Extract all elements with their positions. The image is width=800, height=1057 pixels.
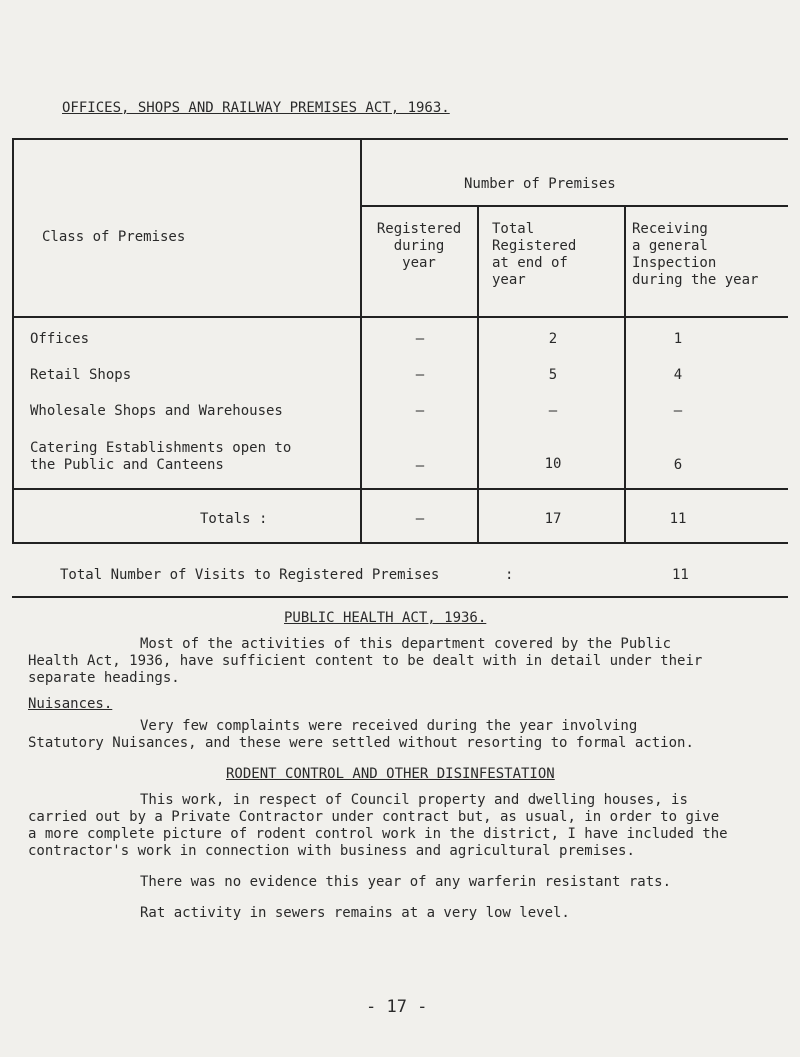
class-of-premises-header: Class of Premises	[42, 229, 186, 245]
table-left-border	[12, 138, 14, 544]
table-cell-inspection: 4	[673, 367, 683, 383]
table-top-border	[12, 138, 788, 140]
totals-label: Totals :	[200, 511, 268, 527]
public-health-heading: PUBLIC HEALTH ACT, 1936.	[284, 610, 487, 626]
registered-during-year-header: Registered during year	[376, 221, 462, 271]
table-row-label-line2: the Public and Canteens	[30, 457, 224, 473]
table-cell-total: 10	[544, 456, 562, 472]
section-divider	[12, 596, 788, 598]
body-bottom-border	[12, 488, 788, 490]
table-row-label: Wholesale Shops and Warehouses	[30, 403, 283, 419]
table-cell-inspection: 1	[673, 331, 683, 347]
rc-para1-line4: contractor's work in connection with business and agricultural premises.	[28, 843, 635, 859]
ph-para1-line1: Most of the activities of this department covered by the Public	[140, 636, 672, 652]
ph-para2-line1: Very few complaints were received during the year involving	[140, 718, 638, 734]
table-cell-registered: –	[415, 331, 425, 347]
table-cell-inspection: 6	[673, 457, 683, 473]
ph-para1-line2: Health Act, 1936, have sufficient content to be dealt with in detail under their	[28, 653, 703, 669]
table-cell-registered: –	[415, 367, 425, 383]
table-cell-registered: –	[415, 458, 425, 474]
total-column-divider	[624, 205, 626, 544]
table-cell-registered: –	[415, 403, 425, 419]
class-column-divider	[360, 138, 362, 544]
ph-para1-line3: separate headings.	[28, 670, 180, 686]
general-inspection-header: Receiving a general Inspection during the year	[632, 221, 759, 288]
totals-registered: –	[415, 511, 425, 527]
totals-total: 17	[544, 511, 562, 527]
rc-para1-line2: carried out by a Private Contractor under contract but, as usual, in order to give	[28, 809, 720, 825]
visits-value: 11	[672, 567, 689, 583]
table-row-label: Catering Establishments open to	[30, 440, 292, 456]
number-of-premises-header: Number of Premises	[464, 176, 616, 192]
nuisances-subheading: Nuisances.	[28, 696, 113, 712]
rodent-control-heading: RODENT CONTROL AND OTHER DISINFESTATION	[226, 766, 555, 782]
table-cell-total: 5	[548, 367, 558, 383]
visits-label: Total Number of Visits to Registered Premises	[60, 567, 440, 583]
rc-para3: Rat activity in sewers remains at a very low level.	[140, 905, 570, 921]
table-cell-inspection: –	[673, 403, 683, 419]
totals-inspection: 11	[669, 511, 687, 527]
rc-para1-line1: This work, in respect of Council property and dwelling houses, is	[140, 792, 688, 808]
ph-para2-line2: Statutory Nuisances, and these were settled without resorting to formal action.	[28, 735, 694, 751]
header-bottom-border	[12, 316, 788, 318]
header-sub-border	[362, 205, 788, 207]
page-title: OFFICES, SHOPS AND RAILWAY PREMISES ACT, 1963.	[62, 100, 450, 116]
table-row-label: Offices	[30, 331, 90, 347]
rc-para2: There was no evidence this year of any warferin resistant rats.	[140, 874, 672, 890]
page-number: - 17 -	[366, 997, 428, 1017]
total-registered-header: Total Registered at end of year	[492, 221, 577, 288]
table-cell-total: –	[548, 403, 558, 419]
table-row-label: Retail Shops	[30, 367, 132, 383]
totals-bottom-border	[12, 542, 788, 544]
table-cell-total: 2	[548, 331, 558, 347]
rc-para1-line3: a more complete picture of rodent control work in the district, I have included the	[28, 826, 728, 842]
visits-colon: :	[505, 567, 514, 583]
registered-column-divider	[477, 205, 479, 544]
